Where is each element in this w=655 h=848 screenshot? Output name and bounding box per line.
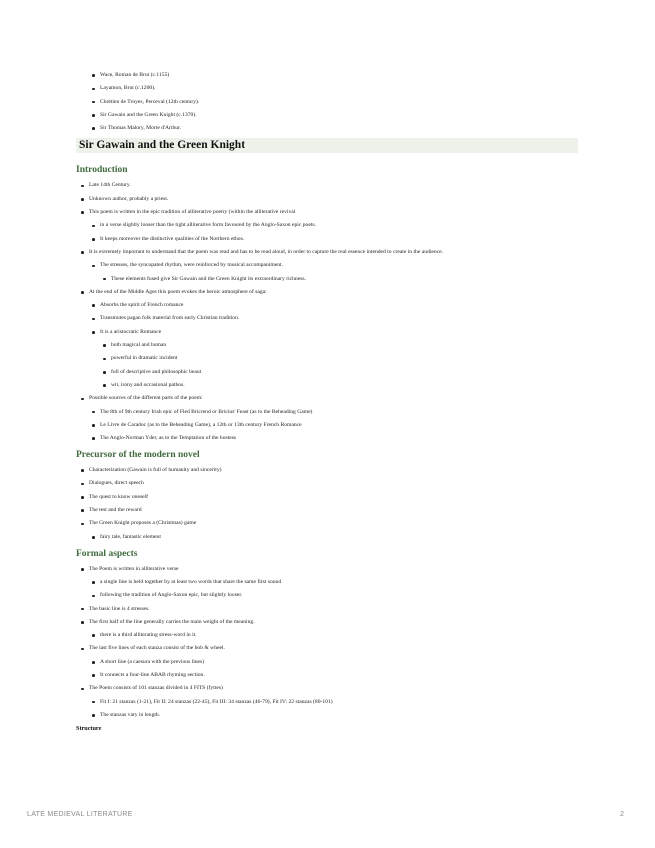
list-item: The Anglo-Norman Yder, as to the Temptation of the hostess xyxy=(76,435,578,442)
list-item: The quest to know oneself xyxy=(76,494,578,501)
list-item: Chrétien de Troyes, Perceval (12th century). xyxy=(76,99,578,106)
list-item: A short line (a caesura with the previous lines) xyxy=(76,659,578,666)
formal-aspects-list xyxy=(76,566,578,719)
list-item: following the tradition of Anglo-Saxon epic, but slightly looser. xyxy=(76,592,578,599)
list-item: The basic line is 4 stresses. xyxy=(76,606,578,613)
list-item: there is a third alliterating stress-word in it. xyxy=(76,632,578,639)
list-item: It is extremely important to understand that the poem was read and has to be read aloud, in order to capture the real essence intended to create in the audience. xyxy=(76,249,578,256)
list-item: It is a aristocratic Romance xyxy=(76,329,578,336)
list-item: It keeps moreover the distinctive qualities of the Northern ethos. xyxy=(76,236,578,243)
list-item: Sir Thomas Malory, Morte d'Arthur. xyxy=(76,125,578,132)
list-item: Fit I: 21 stanzas (1-21), Fit II: 24 stanzas (22-45), Fit III: 34 stanzas (46-79), Fit IV: 22 stanzas (80-101) xyxy=(76,699,578,706)
list-item: in a verse slightly looser than the tight alliterative form favoured by the Anglo-Saxon epic poets. xyxy=(76,222,578,229)
list-item: Layamon, Brut (c.1200). xyxy=(76,85,578,92)
footer-title: LATE MEDIEVAL LITERATURE xyxy=(27,811,133,818)
list-item: full of descriptive and philosophic beaut xyxy=(76,369,578,376)
list-item: The stanzas vary in length. xyxy=(76,712,578,719)
list-item: wit, irony and occasional pathos. xyxy=(76,382,578,389)
list-item: The Poem is written in alliterative verse xyxy=(76,566,578,573)
list-item: It connects a four-line ABAB rhyming section. xyxy=(76,672,578,679)
list-item: Wace, Roman de Brut (c.1155) xyxy=(76,72,578,79)
page-number: 2 xyxy=(620,811,624,818)
list-item: This poem is written in the epic tradition of alliterative poetry (within the alliterative revival xyxy=(76,209,578,216)
list-item: Absorbs the spirit of French romance xyxy=(76,302,578,309)
list-item: The stresses, the syncopated rhythm, were reinforced by musical accompaniment. xyxy=(76,262,578,269)
introduction-list xyxy=(76,182,578,442)
precursor-list xyxy=(76,467,578,540)
list-item: The Green Knight proposes a (Christmas) game xyxy=(76,520,578,527)
list-item: Dialogues, direct speech xyxy=(76,480,578,487)
precursor-heading: Precursor of the modern novel xyxy=(76,450,200,461)
list-item: Characterization (Gawain is full of humanity and sincerity) xyxy=(76,467,578,474)
list-item: The Poem consists of 101 stanzas divided in 4 FITS (fyttes) xyxy=(76,685,578,692)
page-content xyxy=(76,72,578,733)
list-item: powerful in dramatic incident xyxy=(76,355,578,362)
list-item: These elements fused give Sir Gawain and the Green Knight its extraordinary richness. xyxy=(76,276,578,283)
list-item: Sir Gawain and the Green Knight (c.1370). xyxy=(76,112,578,119)
structure-heading: Structure xyxy=(76,725,102,733)
list-item: Transmutes pagan folk material from early Christian tradition. xyxy=(76,315,578,322)
introduction-heading: Introduction xyxy=(76,165,128,176)
list-item: At the end of the Middle Ages this poem evokes the heroic atmosphere of saga: xyxy=(76,289,578,296)
list-item: a single line is held together by at least two words that share the same first sound xyxy=(76,579,578,586)
list-item: The last five lines of each stanza consist of the bob & wheel. xyxy=(76,645,578,652)
list-item: fairy tale, fantastic element xyxy=(76,534,578,541)
list-item: Le Livre de Caradoc (as to the Beheading Game), a 12th or 13th century French Romance xyxy=(76,422,578,429)
list-item: Unknown author, probably a priest. xyxy=(76,196,578,203)
list-item: The test and the reward xyxy=(76,507,578,514)
sources-list xyxy=(76,72,578,132)
section-title: Sir Gawain and the Green Knight xyxy=(76,138,578,153)
list-item: The 8th of 9th century Irish epic of Fled Bricrend or Bricius' Feast (as to the Beheading Game) xyxy=(76,409,578,416)
formal-aspects-heading: Formal aspects xyxy=(76,548,138,559)
list-item: Late 14th Century. xyxy=(76,182,578,189)
list-item: both magical and human xyxy=(76,342,578,349)
list-item: Possible sources of the different parts of the poem: xyxy=(76,395,578,402)
list-item: The first half of the line generally carries the main weight of the meaning. xyxy=(76,619,578,626)
